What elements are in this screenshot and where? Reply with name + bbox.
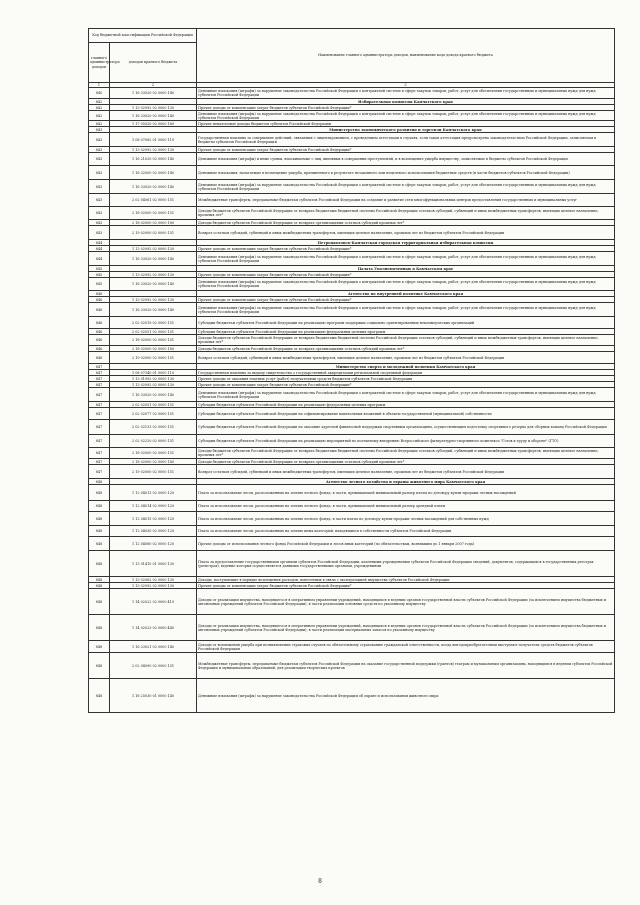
page-number: 8 [318,878,322,885]
admin-code-cell: 847 [89,388,110,402]
table-row [89,679,615,713]
table-row [89,465,615,479]
description-cell: Доходы бюджетов субъектов Российской Федерации от возврата бюджетами бюджетной системы Российской Федерации остатков субсидий, субвенций и иных межбюджетных трансфертов, имеющих целевое назначение, прошлых лет* [197,335,615,346]
table-row [89,435,615,448]
description-cell: Межбюджетные трансферты, передаваемые бюджетам субъектов Российской Федерации на оказание государственной поддержки (грантов) театрам и музыкальным организациям, находящимся в ведении субъектов Российской Федерации и муниципальных образований, для реализации творческих проектов [197,653,615,679]
admin-code-cell: 848 [89,641,110,653]
description-cell: Субсидии бюджетам субъектов Российской Федерации на реализацию программ поддержки социально ориентированных некоммерческих организаций [197,317,615,329]
admin-code-cell: 844 [89,246,110,252]
income-code-cell: 2 02 02051 02 0000 151 [110,402,197,408]
table-row [89,88,615,99]
income-code-cell: 1 13 02992 02 0000 130 [110,583,197,589]
income-code-cell: 1 14 02023 02 0000 440 [110,615,197,641]
description-cell: Государственная пошлина за совершение действий, связанных с лицензированием, с проведением аттестации в случаях, если такая аттестация предусмотрена законодательством Российской Федерации, зачисляемая в бюджеты субъектов Российской Федерации [197,133,615,147]
table-row [89,335,615,346]
table-row [89,153,615,166]
admin-code-cell: 848 [89,526,110,537]
description-cell: Прочие доходы от использования лесного фонда Российской Федерации и лесов иных категорий (по обязательствам, возникшим до 1 января 2007 года) [197,537,615,551]
admin-code-cell: 845 [89,266,110,272]
description-cell: Прочие доходы от компенсации затрат бюджетов субъектов Российской Федерации* [197,147,615,153]
admin-code-cell: 847 [89,364,110,370]
income-code-cell: 1 13 01992 02 0000 130 [110,376,197,382]
table-row [89,133,615,147]
income-code-cell: 1 16 21020 02 0000 140 [110,153,197,166]
description-cell: Доходы от реализации имущества, находящегося в оперативном управлении учреждений, находящихся в ведении органов государственной власти субъектов Российской Федерации (за исключением имущества бюджетных и автономных учреждений субъектов Российской Федерации), в части реализации основных средств по указанному имуществу [197,589,615,615]
description-cell: Доходы, поступающие в порядке возмещения расходов, понесенных в связи с эксплуатацией имущества субъектов Российской Федерации [197,577,615,583]
description-cell: Денежные взыскания (штрафы) за нарушение законодательства Российской Федерации о контрактной системе в сфере закупок товаров, работ, услуг для обеспечения государственных и муниципальных нужд для нужд субъектов Российской Федерации [197,303,615,317]
income-code-cell: 1 16 23021 02 0000 140 [110,641,197,653]
income-code-cell: 1 16 33020 02 0000 140 [110,252,197,266]
admin-code-cell: 842 [89,121,110,127]
income-code-cell: 1 17 05020 02 0000 180 [110,121,197,127]
table-row [89,615,615,641]
description-cell: Денежные взыскания, налагаемые в возмещение ущерба, причиненного в результате незаконного или нецелевого использования бюджетных средств (в части бюджетов субъектов Российской Федерации) [197,166,615,180]
admin-code-cell: 842 [89,99,110,105]
description-cell: Агентство по внутренней политике Камчатского края [197,291,615,297]
description-cell: Министерство экономического развития и торговли Камчатского края [197,127,615,133]
table-row [89,420,615,435]
description-cell: Межбюджетные трансферты, передаваемые бюджетам субъектов Российской Федерации на создание и развитие сети многофункциональных центров предоставления государственных и муниципальных услуг [197,194,615,207]
description-cell: Субсидии бюджетам субъектов Российской Федерации на реализацию мероприятий по поэтапному внедрению Всероссийского физкультурно-спортивного комплекса "Готов к труду и обороне" (ГТО) [197,435,615,448]
description-cell: Денежные взыскания (штрафы) за нарушение законодательства Российской Федерации о контрактной системе в сфере закупок товаров, работ, услуг для обеспечения государственных и муниципальных нужд для нужд субъектов Российской Федерации [197,388,615,402]
admin-code-cell: 848 [89,537,110,551]
description-cell: Денежные взыскания (штрафы) и иные суммы, взыскиваемые с лиц, виновных в совершении преступлений, и в возмещение ущерба имуществу, зачисляемые в бюджеты субъектов Российской Федерации [197,153,615,166]
admin-code-cell: 843 [89,166,110,180]
income-code-cell: 2 18 02000 02 0000 151 [110,207,197,220]
table-row [89,408,615,420]
description-cell: Избирательная комиссия Камчатского края [197,99,615,105]
income-code-cell: 1 13 02992 02 0000 130 [110,272,197,278]
table-row [89,207,615,220]
table-row [89,278,615,291]
income-code-cell: 1 13 02062 02 0000 130 [110,577,197,583]
table-row [89,352,615,364]
income-code-cell: 2 02 02133 02 0000 151 [110,420,197,435]
table-body [89,88,615,713]
description-cell: Плата за использование лесов, расположенных на землях лесного фонда, в части платы по договору купли-продажи лесных насаждений для собственных нужд [197,512,615,526]
column-number: 1 [89,83,110,88]
description-cell: Возврат остатков субсидий, субвенций и иных межбюджетных трансфертов, имеющих целевое назначение, прошлых лет из бюджетов субъектов Российской Федерации [197,226,615,240]
table-row [89,226,615,240]
description-cell: Возврат остатков субсидий, субвенций и иных межбюджетных трансфертов, имеющих целевое назначение, прошлых лет из бюджетов субъектов Российской Федерации [197,465,615,479]
admin-code-cell: 843 [89,226,110,240]
admin-code-cell: 846 [89,335,110,346]
description-cell: Плата за использование лесов, расположенных на землях лесного фонда, в части, превышающей минимальный размер арендной платы [197,501,615,512]
description-cell: Доходы бюджетов субъектов Российской Федерации от возврата организациями остатков субсидий прошлых лет* [197,459,615,465]
admin-code-cell: 848 [89,679,110,713]
income-code-cell: 2 02 02077 02 0000 151 [110,408,197,420]
admin-code-cell: 843 [89,127,110,133]
admin-code-cell: 848 [89,577,110,583]
description-cell: Субсидии бюджетам субъектов Российской Федерации на софинансирование капитальных вложений в объекты государственной (муниципальной) собственности [197,408,615,420]
description-cell: Денежные взыскания (штрафы) за нарушение законодательства Российской Федерации о контрактной системе в сфере закупок товаров, работ, услуг для обеспечения государственных и муниципальных нужд для нужд субъектов Российской Федерации [197,252,615,266]
table-row [89,388,615,402]
income-code-cell: 2 18 02000 02 0000 151 [110,335,197,346]
description-cell: Плата за использование лесов, расположенных на землях лесного фонда, в части, превышающей минимальный размер платы по договору купли-продажи лесных насаждений [197,485,615,501]
income-code-cell: 1 16 33020 02 0000 140 [110,88,197,99]
admin-code-cell: 845 [89,272,110,278]
description-cell: Доходы от реализации имущества, находящегося в оперативном управлении учреждений, находящихся в ведении органов государственной власти субъектов Российской Федерации (за исключением имущества бюджетных и автономных учреждений субъектов Российской Федерации), в части реализации материальных запасов по указанному имуществу [197,615,615,641]
description-cell: Прочие доходы от компенсации затрат бюджетов субъектов Российской Федерации* [197,246,615,252]
income-code-cell: 1 16 33020 02 0000 140 [110,303,197,317]
table-row [89,303,615,317]
admin-code-cell: 845 [89,278,110,291]
description-cell: Денежные взыскания (штрафы) за нарушение законодательства Российской Федерации о контрактной системе в сфере закупок товаров, работ, услуг для обеспечения государственных и муниципальных нужд для нужд субъектов Российской Федерации [197,88,615,99]
admin-code-cell: 843 [89,180,110,194]
admin-code-cell: 847 [89,465,110,479]
description-cell: Денежные взыскания (штрафы) за нарушение законодательства Российской Федерации о контрактной системе в сфере закупок товаров, работ, услуг для обеспечения государственных и муниципальных нужд для нужд субъектов Российской Федерации [197,278,615,291]
admin-code-cell: 843 [89,147,110,153]
description-cell: Прочие доходы от оказания платных услуг (работ) получателями средств бюджетов субъектов Российской Федерации [197,376,615,382]
table-row [89,194,615,207]
admin-code-cell: 846 [89,291,110,297]
description-cell: Прочие доходы от компенсации затрат бюджетов субъектов Российской Федерации* [197,297,615,303]
income-code-cell: 1 12 04014 02 0000 120 [110,501,197,512]
admin-code-cell: 840 [89,88,110,99]
table-row [89,501,615,512]
income-code-cell: 2 02 04061 02 0000 151 [110,194,197,207]
description-cell: Денежные взыскания (штрафы) за нарушение законодательства Российской Федерации о контрактной системе в сфере закупок товаров, работ, услуг для обеспечения государственных и муниципальных нужд для нужд субъектов Российской Федерации [197,111,615,121]
admin-code-cell: 847 [89,448,110,459]
description-cell: Доходы бюджетов субъектов Российской Федерации от возврата организациями остатков субсидий прошлых лет* [197,220,615,226]
table-row [89,526,615,537]
income-code-cell: 1 13 01410 01 0000 130 [110,551,197,577]
income-code-cell: 2 18 02000 02 0000 151 [110,448,197,459]
description-cell: Плата за использование лесов, расположенных на землях иных категорий, находящихся в собственности субъектов Российской Федерации [197,526,615,537]
income-code-cell: 1 16 33020 02 0000 140 [110,180,197,194]
header-admin: главного администратора доходов [89,43,110,83]
table-row [89,180,615,194]
admin-code-cell: 847 [89,408,110,420]
header-budget-classification: Код бюджетной классификации Российской Федерации [89,29,197,43]
description-cell: Прочие неналоговые доходы бюджетов субъектов Российской Федерации [197,121,615,127]
header-name: Наименование главного администратора доходов, наименование кода дохода краевого бюджета [197,29,615,83]
admin-code-cell: 843 [89,133,110,147]
table-row [89,252,615,266]
admin-code-cell: 846 [89,297,110,303]
description-cell: Доходы бюджетов субъектов Российской Федерации от возврата бюджетами бюджетной системы Российской Федерации остатков субсидий, субвенций и иных межбюджетных трансфертов, имеющих целевое назначение, прошлых лет* [197,448,615,459]
admin-code-cell: 844 [89,252,110,266]
admin-code-cell: 848 [89,589,110,615]
table-row [89,512,615,526]
admin-code-cell: 843 [89,207,110,220]
income-code-cell: 1 16 25030 01 0000 140 [110,679,197,713]
admin-code-cell: 846 [89,346,110,352]
table-row [89,551,615,577]
income-code-cell: 1 13 02992 02 0000 130 [110,147,197,153]
description-cell: Субсидии бюджетам субъектов Российской Федерации на оказание адресной финансовой поддержки спортивным организациям, осуществляющим подготовку спортивного резерва для сборных команд Российской Федерации [197,420,615,435]
description-cell: Денежные взыскания (штрафы) за нарушение законодательства Российской Федерации о контрактной системе в сфере закупок товаров, работ, услуг для обеспечения государственных и муниципальных нужд для нужд субъектов Российской Федерации [197,180,615,194]
table-row [89,448,615,459]
income-code-cell: 1 13 02992 02 0000 130 [110,246,197,252]
income-code-cell: 1 13 02992 02 0000 130 [110,297,197,303]
description-cell: Министерство спорта и молодежной политики Камчатского края [197,364,615,370]
description-cell: Агентство лесного хозяйства и охраны животного мира Камчатского края [197,479,615,485]
admin-code-cell: 842 [89,105,110,111]
income-code-cell: 2 19 02000 02 0000 151 [110,226,197,240]
table-row [89,317,615,329]
description-cell: Возврат остатков субсидий, субвенций и иных межбюджетных трансфертов, имеющих целевое назначение, прошлых лет из бюджетов субъектов Российской Федерации [197,352,615,364]
income-code-cell: 1 16 33020 02 0000 140 [110,388,197,402]
description-cell: Государственная пошлина за выдачу свидетельства о государственной аккредитации региональной спортивной федерации [197,370,615,376]
income-code-cell: 2 19 02000 02 0000 151 [110,465,197,479]
admin-code-cell: 843 [89,220,110,226]
description-cell: Субсидии бюджетам субъектов Российской Федерации на реализацию федеральных целевых программ [197,329,615,335]
description-cell: Доходы бюджетов субъектов Российской Федерации от возврата организациями остатков субсидий прошлых лет* [197,346,615,352]
income-code-cell: 2 02 02019 02 0000 151 [110,317,197,329]
admin-code-cell: 848 [89,485,110,501]
column-number: 2 [110,83,197,88]
description-cell: Палата Уполномоченных в Камчатском крае [197,266,615,272]
admin-code-cell: 842 [89,111,110,121]
income-code-cell: 1 16 32000 02 0000 140 [110,166,197,180]
income-code-cell: 1 16 33020 02 0000 140 [110,111,197,121]
income-code-cell: 2 19 02000 02 0000 151 [110,352,197,364]
table-row [89,537,615,551]
income-code-cell: 1 12 04015 02 0000 120 [110,512,197,526]
income-code-cell: 2 18 02000 02 0000 180 [110,220,197,226]
income-code-cell: 1 12 04030 02 0000 120 [110,526,197,537]
admin-code-cell: 844 [89,240,110,246]
description-cell: Плата за предоставление государственными органами субъектов Российской Федерации, казенными учреждениями субъектов Российской Федерации сведений, документов, содержащихся в государственных реестрах (регистрах), ведение которых осуществляется данными государственными органами, учреждениями [197,551,615,577]
admin-code-cell: 848 [89,615,110,641]
description-cell: Доходы бюджетов субъектов Российской Федерации от возврата бюджетами бюджетной системы Российской Федерации остатков субсидий, субвенций и иных межбюджетных трансфертов, имеющих целевое назначение, прошлых лет* [197,207,615,220]
admin-code-cell: 846 [89,352,110,364]
admin-code-cell: 847 [89,382,110,388]
admin-code-cell: 846 [89,317,110,329]
admin-code-cell: 847 [89,376,110,382]
income-code-cell: 2 02 02220 02 0000 151 [110,435,197,448]
admin-code-cell: 848 [89,583,110,589]
income-code-cell: 1 08 07340 01 0000 110 [110,370,197,376]
table-row [89,111,615,121]
description-cell: Денежные взыскания (штрафы) за нарушение законодательства Российской Федерации об охране и использовании животного мира [197,679,615,713]
description-cell: Прочие доходы от компенсации затрат бюджетов субъектов Российской Федерации* [197,105,615,111]
income-code-cell: 2 18 02000 02 0000 180 [110,459,197,465]
income-code-cell: 2 02 04090 02 0000 151 [110,653,197,679]
income-code-cell: 1 12 04013 02 0000 120 [110,485,197,501]
admin-code-cell: 846 [89,303,110,317]
admin-code-cell: 847 [89,459,110,465]
income-code-cell: 2 18 02000 02 0000 180 [110,346,197,352]
column-number: 3 [197,83,615,88]
revenue-table [88,28,615,713]
description-cell: Доходы от возмещения ущерба при возникновении страховых случаев по обязательному страхованию гражданской ответственности, когда выгодоприобретателями выступают получатели средств бюджетов субъектов Российской Федерации [197,641,615,653]
table-row [89,166,615,180]
income-code-cell: 1 08 07082 01 0000 110 [110,133,197,147]
admin-code-cell: 848 [89,653,110,679]
income-code-cell: 1 16 33020 02 0000 140 [110,278,197,291]
admin-code-cell: 847 [89,435,110,448]
income-code-cell: 1 12 04080 02 0000 120 [110,537,197,551]
table-row [89,653,615,679]
admin-code-cell: 847 [89,420,110,435]
table-row [89,641,615,653]
admin-code-cell: 848 [89,512,110,526]
description-cell: Прочие доходы от компенсации затрат бюджетов субъектов Российской Федерации* [197,583,615,589]
admin-code-cell: 846 [89,329,110,335]
admin-code-cell: 847 [89,370,110,376]
table-row [89,485,615,501]
description-cell: Петропавловск-Камчатская городская территориальная избирательная комиссия [197,240,615,246]
description-cell: Субсидии бюджетам субъектов Российской Федерации на реализацию федеральных целевых программ [197,402,615,408]
income-code-cell: 1 14 02022 02 0000 410 [110,589,197,615]
income-code-cell: 2 02 02051 02 0000 151 [110,329,197,335]
admin-code-cell: 843 [89,153,110,166]
admin-code-cell: 848 [89,479,110,485]
description-cell: Прочие доходы от компенсации затрат бюджетов субъектов Российской Федерации* [197,382,615,388]
admin-code-cell: 848 [89,501,110,512]
admin-code-cell: 843 [89,194,110,207]
income-code-cell: 1 13 02992 02 0000 130 [110,382,197,388]
income-code-cell: 1 13 02992 02 0000 130 [110,105,197,111]
table-row [89,589,615,615]
header-income: доходов краевого бюджета [110,43,197,83]
description-cell: Прочие доходы от компенсации затрат бюджетов субъектов Российской Федерации* [197,272,615,278]
admin-code-cell: 847 [89,402,110,408]
admin-code-cell: 848 [89,551,110,577]
